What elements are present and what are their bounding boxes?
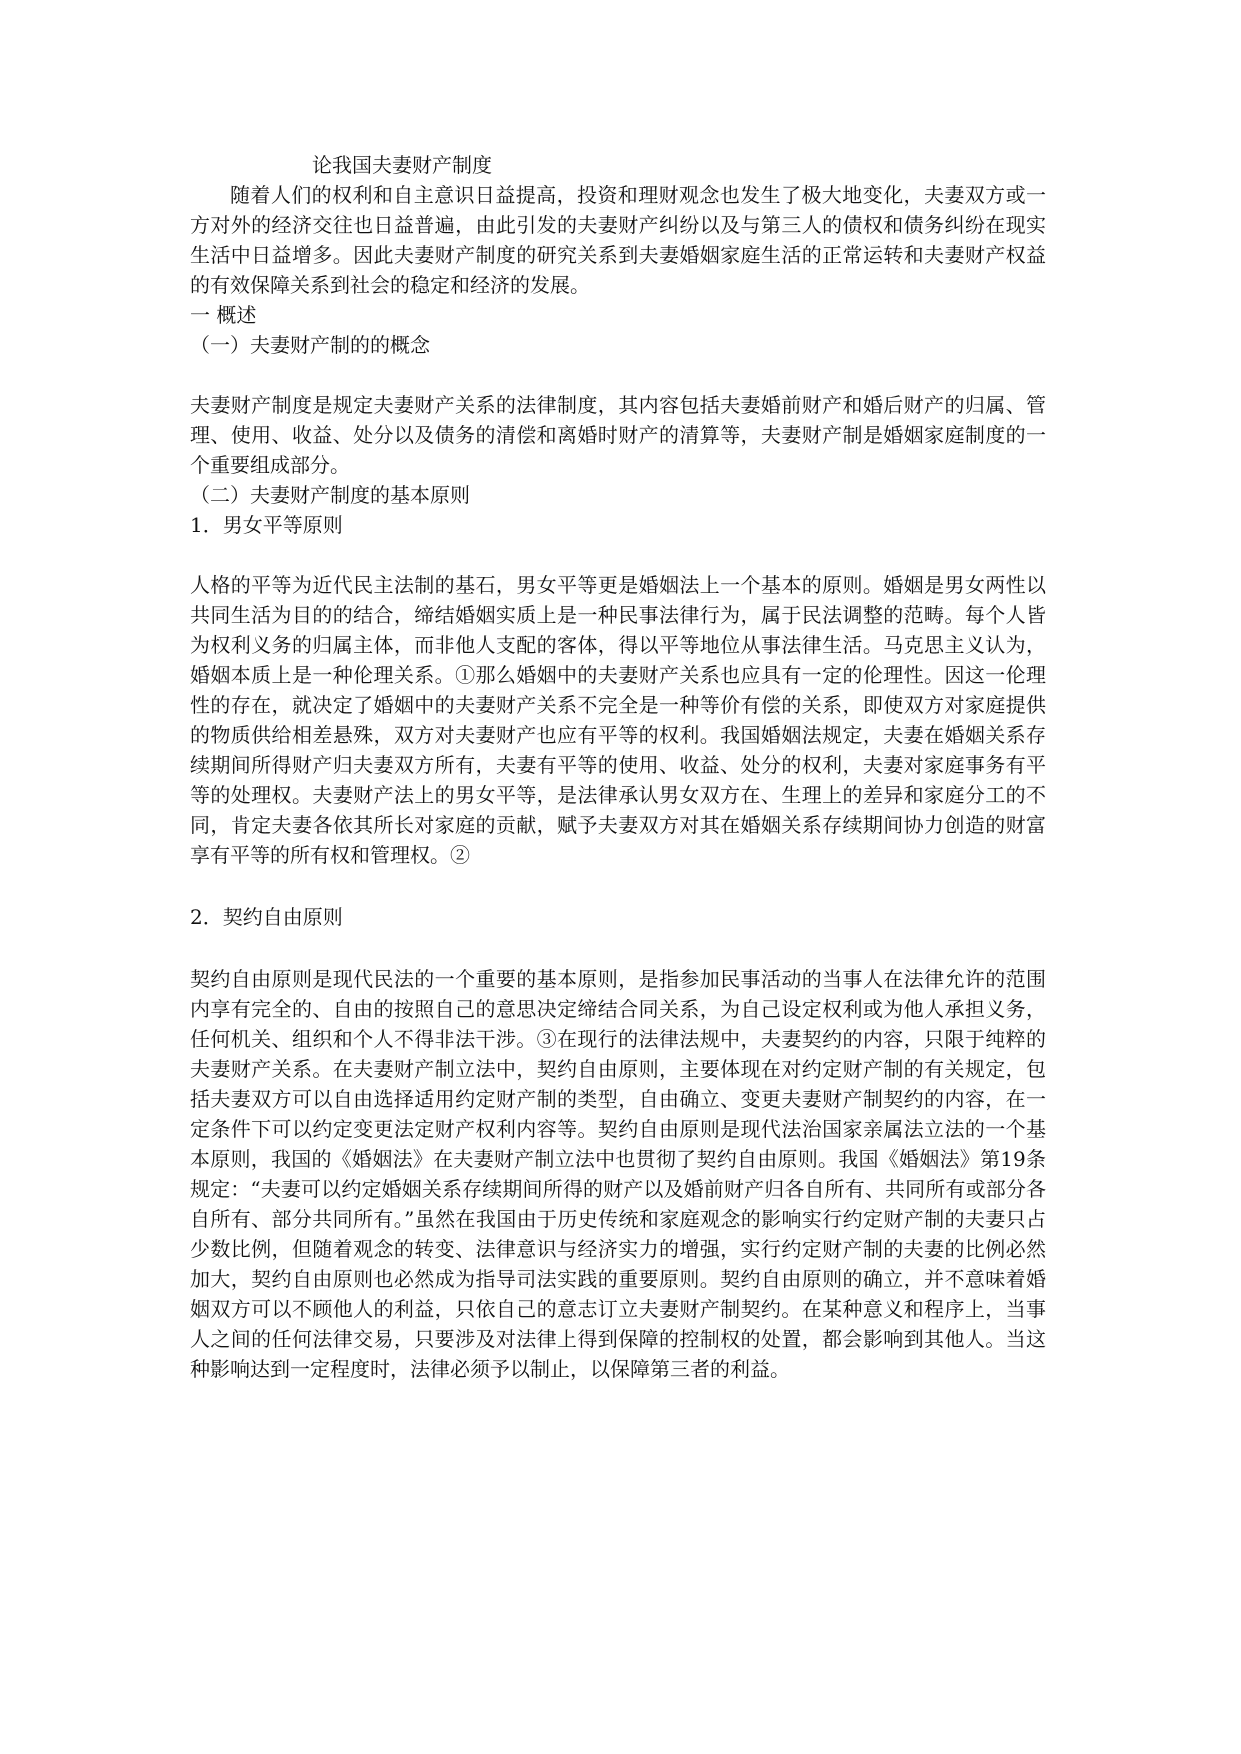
subsection-heading-concept: （一）夫妻财产制的的概念: [190, 333, 430, 357]
principle-heading-contract-freedom: 2．契约自由原则: [190, 905, 343, 929]
document-title: 论我国夫妻财产制度: [312, 153, 492, 177]
intro-paragraph: 随着人们的权利和自主意识日益提高，投资和理财观念也发生了极大地变化，夫妻双方或一方对外的经济交往也日益普遍，由此引发的夫妻财产纠纷以及与第三人的债权和债务纠纷在现实生活中日益增多。因此夫妻财产制度的研究关系到夫妻婚姻家庭生活的正常运转和夫妻财产权益的有效保障关系到社会的稳定和经济的发展。: [190, 183, 1046, 297]
document-body: [190, 150, 1046, 1384]
concept-paragraph: 夫妻财产制度是规定夫妻财产关系的法律制度，其内容包括夫妻婚前财产和婚后财产的归属、管理、使用、收益、处分以及债务的清偿和离婚时财产的清算等，夫妻财产制是婚姻家庭制度的一个重要组成部分。: [190, 393, 1046, 477]
subsection-heading-principles: （二）夫妻财产制度的基本原则: [190, 483, 470, 507]
paragraph-spacer: [190, 932, 1046, 964]
paragraph-spacer: [190, 360, 1046, 390]
principle-heading-equality: 1．男女平等原则: [190, 513, 343, 537]
contract-freedom-paragraph: 契约自由原则是现代民法的一个重要的基本原则，是指参加民事活动的当事人在法律允许的范围内享有完全的、自由的按照自己的意思决定缔结合同关系，为自己设定权利或为他人承担义务，任何机关、组织和个人不得非法干涉。③在现行的法律法规中，夫妻契约的内容，只限于纯粹的夫妻财产关系。在夫妻财产制立法中，契约自由原则，主要体现在对约定财产制的有关规定，包括夫妻双方可以自由选择适用约定财产制的类型，自由确立、变更夫妻财产制契约的内容，在一定条件下可以约定变更法定财产权利内容等。契约自由原则是现代法治国家亲属法立法的一个基本原则，我国的《婚姻法》在夫妻财产制立法中也贯彻了契约自由原则。我国《婚姻法》第19条规定：“夫妻可以约定婚姻关系存续期间所得的财产以及婚前财产归各自所有、共同所有或部分各自所有、部分共同所有。”虽然在我国由于历史传统和家庭观念的影响实行约定财产制的夫妻只占少数比例，但随着观念的转变、法律意识与经济实力的增强，实行约定财产制的夫妻的比例必然加大，契约自由原则也必然成为指导司法实践的重要原则。契约自由原则的确立，并不意味着婚姻双方可以不顾他人的利益，只依自己的意志订立夫妻财产制契约。在某种意义和程序上，当事人之间的任何法律交易，只要涉及对法律上得到保障的控制权的处置，都会影响到其他人。当这种影响达到一定程度时，法律必须予以制止，以保障第三者的利益。: [190, 967, 1046, 1381]
paragraph-spacer: [190, 870, 1046, 902]
section-heading-overview: 一 概述: [190, 303, 257, 327]
equality-paragraph: 人格的平等为近代民主法制的基石，男女平等更是婚姻法上一个基本的原则。婚姻是男女两性以共同生活为目的的结合，缔结婚姻实质上是一种民事法律行为，属于民法调整的范畴。每个人皆为权利义务的归属主体，而非他人支配的客体，得以平等地位从事法律生活。马克思主义认为，婚姻本质上是一种伦理关系。①那么婚姻中的夫妻财产关系也应具有一定的伦理性。因这一伦理性的存在，就决定了婚姻中的夫妻财产关系不完全是一种等价有偿的关系，即使双方对家庭提供的物质供给相差悬殊，双方对夫妻财产也应有平等的权利。我国婚姻法规定，夫妻在婚姻关系存续期间所得财产归夫妻双方所有，夫妻有平等的使用、收益、处分的权利，夫妻对家庭事务有平等的处理权。夫妻财产法上的男女平等，是法律承认男女双方在、生理上的差异和家庭分工的不同，肯定夫妻各依其所长对家庭的贡献，赋予夫妻双方对其在婚姻关系存续期间协力创造的财富享有平等的所有权和管理权。②: [190, 573, 1046, 867]
paragraph-spacer: [190, 540, 1046, 570]
